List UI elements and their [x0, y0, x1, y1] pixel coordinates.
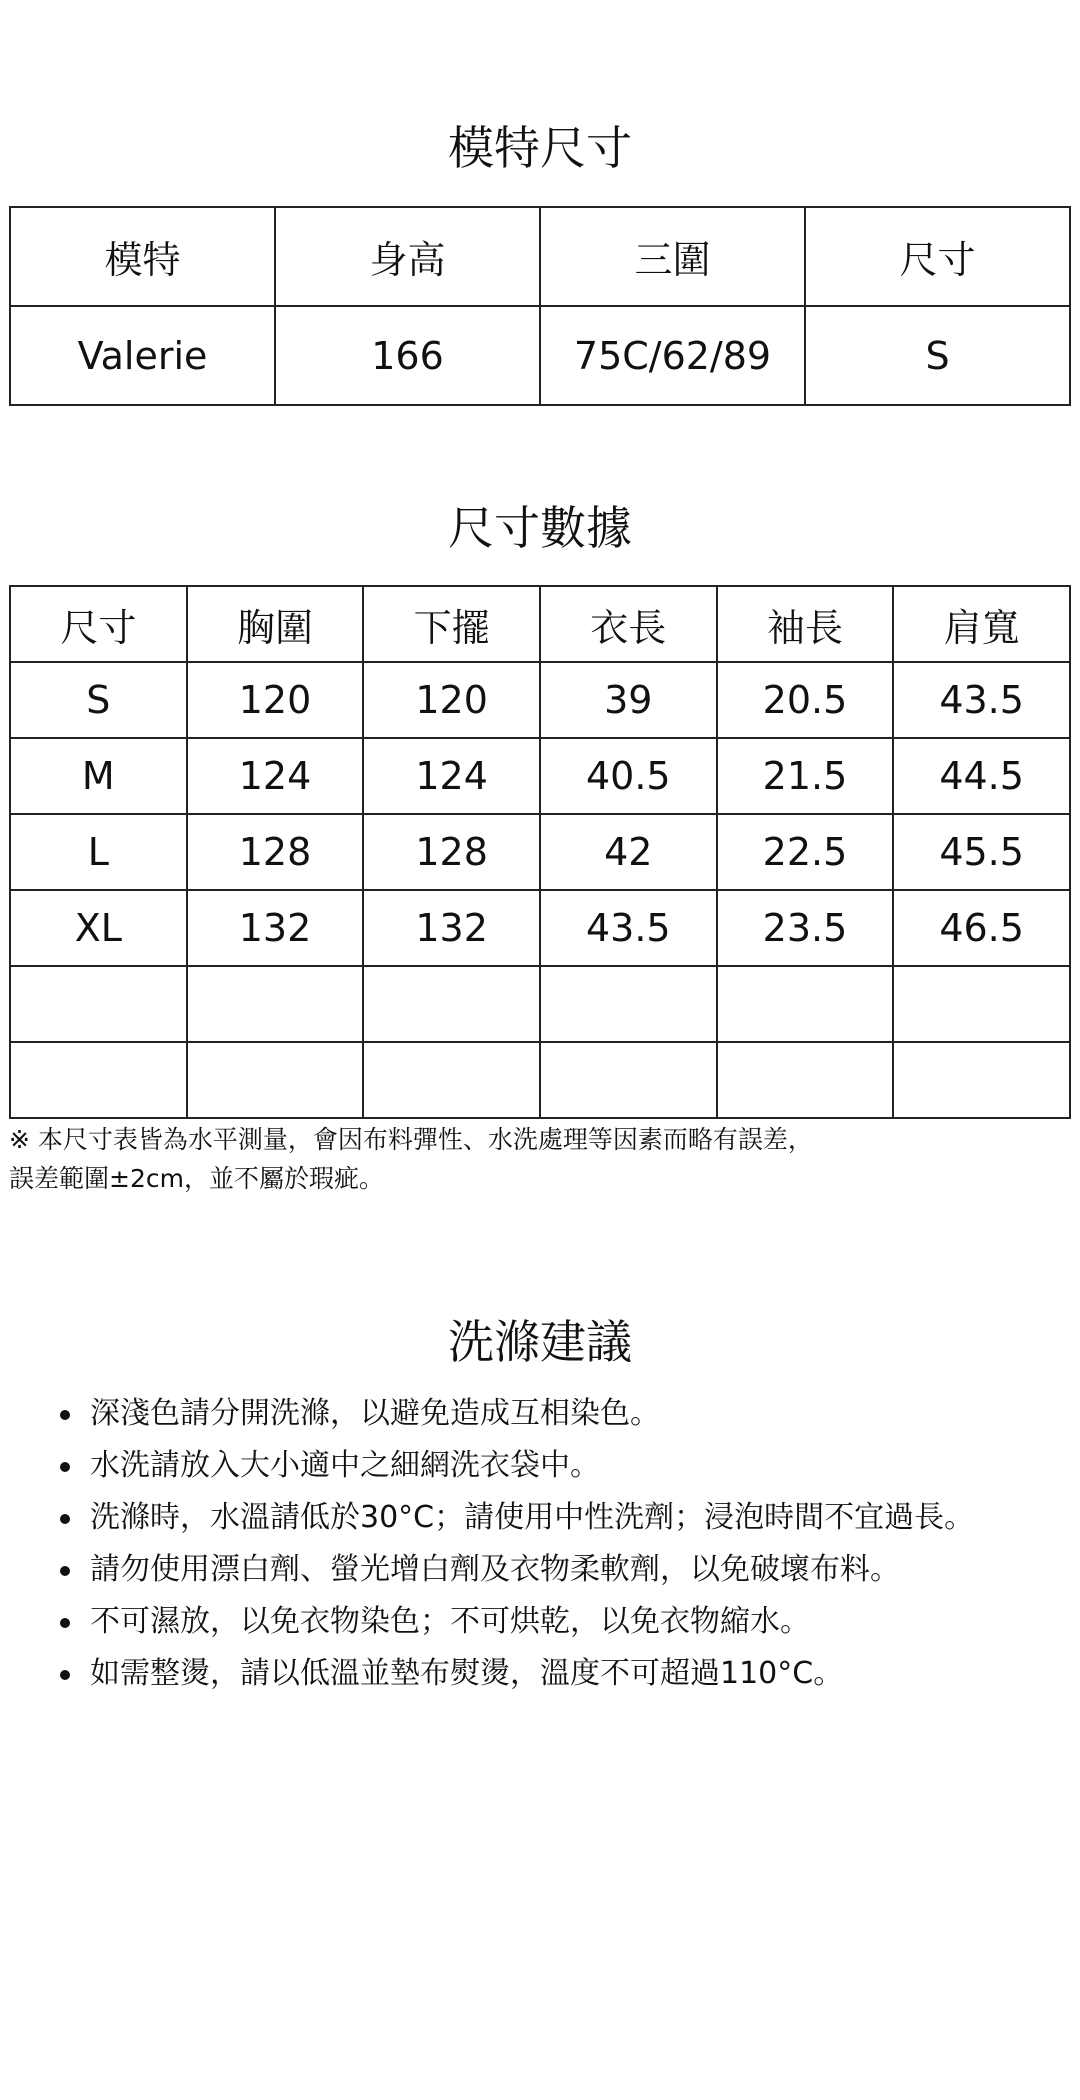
bullet-icon [60, 1462, 70, 1472]
table-cell: S [10, 662, 187, 738]
size-data-title: 尺寸數據 [448, 501, 632, 555]
table-cell [717, 966, 894, 1042]
model-size-cell: S [805, 306, 1070, 405]
table-cell: 124 [187, 738, 364, 814]
bullet-icon [60, 1670, 70, 1680]
list-item [60, 1440, 1070, 1492]
table-header-row [10, 207, 1070, 306]
table-cell: 128 [363, 814, 540, 890]
table-cell: 132 [187, 890, 364, 966]
bullet-icon [60, 1410, 70, 1420]
table-cell: 120 [363, 662, 540, 738]
table-cell [187, 1042, 364, 1118]
model-size-title: 模特尺寸 [448, 121, 632, 175]
model-height-cell: 166 [275, 306, 540, 405]
table-cell: 23.5 [717, 890, 894, 966]
header-cell: 袖長 [717, 586, 894, 662]
table-header-row [10, 586, 1070, 662]
list-item-text: 如需整燙，請以低溫並墊布熨燙，溫度不可超過110°C。 [90, 1656, 844, 1691]
table-cell: 43.5 [893, 662, 1070, 738]
table-cell [363, 966, 540, 1042]
header-cell: 身高 [275, 207, 540, 306]
table-cell: 128 [187, 814, 364, 890]
table-cell: 43.5 [540, 890, 717, 966]
size-data-table [9, 585, 1071, 1119]
header-cell: 尺寸 [10, 586, 187, 662]
list-item-text: 不可濕放，以免衣物染色；不可烘乾，以免衣物縮水。 [90, 1604, 810, 1639]
table-cell [893, 1042, 1070, 1118]
table-row [10, 814, 1070, 890]
table-cell: M [10, 738, 187, 814]
table-cell [363, 1042, 540, 1118]
bullet-icon [60, 1566, 70, 1576]
list-item-text: 深淺色請分開洗滌，以避免造成互相染色。 [90, 1396, 660, 1431]
table-cell [540, 1042, 717, 1118]
header-cell: 模特 [10, 207, 275, 306]
table-row [10, 662, 1070, 738]
table-row [10, 738, 1070, 814]
table-cell: L [10, 814, 187, 890]
header-cell: 肩寬 [893, 586, 1070, 662]
header-cell: 三圍 [540, 207, 805, 306]
list-item [60, 1492, 1070, 1544]
care-title: 洗滌建議 [448, 1315, 632, 1369]
table-cell: 39 [540, 662, 717, 738]
list-item [60, 1648, 1070, 1700]
table-cell: 46.5 [893, 890, 1070, 966]
table-cell: 44.5 [893, 738, 1070, 814]
header-cell: 衣長 [540, 586, 717, 662]
table-cell: 132 [363, 890, 540, 966]
table-cell: 124 [363, 738, 540, 814]
table-cell: XL [10, 890, 187, 966]
list-item [60, 1388, 1070, 1440]
table-row-empty [10, 1042, 1070, 1118]
table-cell [540, 966, 717, 1042]
bullet-icon [60, 1514, 70, 1524]
model-name-cell: Valerie [10, 306, 275, 405]
table-cell: 20.5 [717, 662, 894, 738]
list-item-text: 水洗請放入大小適中之細網洗衣袋中。 [90, 1448, 600, 1483]
list-item-text: 洗滌時，水溫請低於30°C；請使用中性洗劑；浸泡時間不宜過長。 [90, 1500, 975, 1535]
table-cell: 42 [540, 814, 717, 890]
table-cell: 120 [187, 662, 364, 738]
note-line: 誤差範圍±2cm，並不屬於瑕疵。 [9, 1164, 384, 1193]
measurement-note [9, 1120, 1071, 1198]
header-cell: 下擺 [363, 586, 540, 662]
header-cell: 胸圍 [187, 586, 364, 662]
note-line: ※ 本尺寸表皆為水平測量，會因布料彈性、水洗處理等因素而略有誤差， [9, 1125, 813, 1154]
table-row [10, 890, 1070, 966]
table-cell: 45.5 [893, 814, 1070, 890]
list-item-text: 請勿使用漂白劑、螢光增白劑及衣物柔軟劑，以免破壞布料。 [90, 1552, 900, 1587]
table-row-empty [10, 966, 1070, 1042]
table-cell: 40.5 [540, 738, 717, 814]
list-item [60, 1544, 1070, 1596]
model-measurements-cell: 75C/62/89 [540, 306, 805, 405]
table-cell [10, 1042, 187, 1118]
care-instructions-list [60, 1388, 1070, 1700]
header-cell: 尺寸 [805, 207, 1070, 306]
table-cell: 22.5 [717, 814, 894, 890]
list-item [60, 1596, 1070, 1648]
bullet-icon [60, 1618, 70, 1628]
table-cell [10, 966, 187, 1042]
model-size-table [9, 206, 1071, 406]
table-cell [717, 1042, 894, 1118]
table-row [10, 306, 1070, 405]
table-cell [893, 966, 1070, 1042]
table-cell [187, 966, 364, 1042]
table-cell: 21.5 [717, 738, 894, 814]
